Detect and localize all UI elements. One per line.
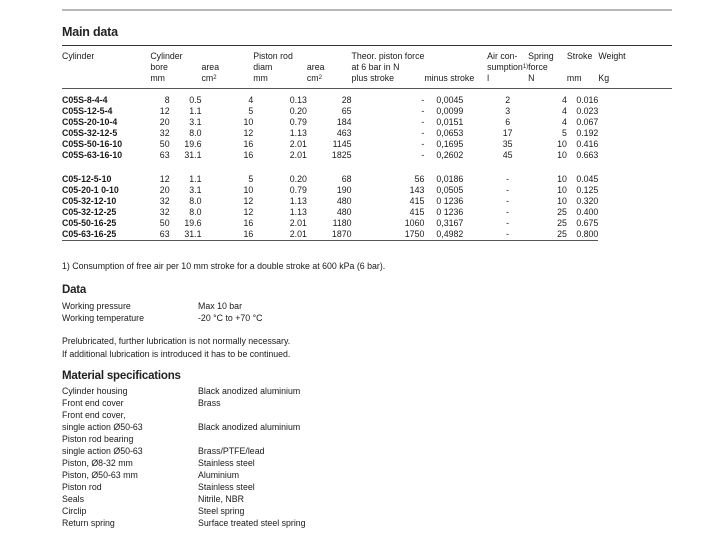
table-cell: 20	[159, 117, 170, 127]
table-cell: -	[506, 185, 510, 195]
table-cell: 0,4982	[424, 229, 487, 241]
table-row	[62, 207, 672, 218]
table-cell: 20	[159, 185, 170, 195]
table-cell: 63	[150, 229, 169, 241]
materials-title: Material specifications	[62, 370, 181, 382]
table-body	[62, 51, 672, 241]
table-cell: -	[506, 174, 510, 184]
header-rule	[62, 45, 672, 46]
table-cell: 480	[336, 207, 352, 217]
table-cell: 2.01	[289, 150, 307, 160]
table-cell: 0,0045	[436, 95, 464, 105]
table-cell: 0.045	[576, 174, 599, 184]
header-cell: mm	[567, 73, 598, 89]
table-cell: 10	[557, 139, 567, 149]
table-cell: 0.416	[576, 139, 599, 149]
material-value: Stainless steel	[198, 482, 255, 492]
material-part: Front end cover	[62, 398, 124, 408]
table-cell: 10	[557, 196, 567, 206]
header-cell: Air con-	[487, 51, 518, 61]
header-cell: bore	[150, 62, 168, 72]
table-row	[62, 161, 672, 185]
table-cell: 190	[336, 185, 352, 195]
table-cell: 1060	[404, 218, 425, 228]
cylinder-code: C05S-63-16-10	[62, 150, 123, 160]
main-data-title: Main data	[62, 25, 118, 39]
material-value: Surface treated steel spring	[198, 518, 306, 528]
table-row	[62, 229, 672, 241]
header-cell: minus stroke	[424, 73, 487, 89]
header-cell: Cylinder	[150, 51, 183, 61]
table-cell: 415	[409, 207, 425, 217]
header-row	[62, 51, 672, 62]
header-cell: Spring	[528, 51, 554, 61]
table-cell: 10	[557, 174, 567, 184]
table-cell: 2	[505, 95, 511, 105]
table-cell: 12	[159, 106, 170, 116]
table-cell: 0.13	[289, 95, 307, 105]
table-row	[62, 89, 672, 107]
cylinder-code: C05-63-16-25	[62, 229, 150, 241]
table-cell: 2.01	[289, 139, 307, 149]
table-row	[62, 117, 672, 128]
header-cell	[307, 51, 352, 62]
table-cell: 0.016	[576, 95, 599, 105]
table-cell: 25	[528, 229, 567, 241]
cylinder-code: C05S-8-4-4	[62, 95, 108, 105]
table-row	[62, 185, 672, 196]
cylinder-code: C05S-20-10-4	[62, 117, 118, 127]
table-cell: 0,0186	[436, 174, 464, 184]
material-value: Brass	[198, 398, 221, 408]
table-cell: 0.20	[289, 106, 307, 116]
material-part: Piston rod	[62, 482, 102, 492]
header-cell	[424, 51, 487, 62]
table-row	[62, 150, 672, 161]
table-cell: 10	[243, 117, 254, 127]
table-cell: -	[506, 196, 510, 206]
table-row	[62, 196, 672, 207]
header-cell: sumption$^{1)}$	[487, 62, 529, 72]
header-row	[62, 73, 672, 89]
cylinder-code: C05-50-16-25	[62, 218, 117, 228]
material-part: Circlip	[62, 506, 87, 516]
table-cell: 12	[243, 128, 254, 138]
table-cell: 65	[341, 106, 352, 116]
spec-value: Max 10 bar	[198, 301, 243, 311]
table-cell: 25	[557, 218, 567, 228]
header-cell	[567, 62, 598, 73]
table-cell: 3.1	[189, 117, 202, 127]
table-cell: 0.20	[289, 174, 307, 184]
header-cell: mm	[150, 73, 201, 89]
table-cell: 0.5	[189, 95, 202, 105]
table-cell: 0 1236	[436, 196, 464, 206]
table-cell: 19.6	[184, 218, 202, 228]
cylinder-code: C05S-50-16-10	[62, 139, 123, 149]
superscript: 2	[213, 75, 217, 81]
table-cell: 1750	[352, 229, 425, 241]
table-cell: -	[506, 207, 510, 217]
header-row	[62, 62, 672, 73]
table-cell: -	[487, 229, 528, 241]
table-cell: 4	[248, 95, 254, 105]
table-cell: 184	[336, 117, 352, 127]
header-cell	[424, 62, 487, 73]
material-row	[62, 397, 306, 409]
cylinder-code: C05-32-12-10	[62, 196, 117, 206]
material-part: Piston rod bearing	[62, 434, 134, 444]
material-row	[62, 469, 306, 481]
header-cell: l	[487, 73, 528, 89]
table-cell: 0,3167	[436, 218, 464, 228]
header-cell: $cm^2$	[307, 73, 352, 89]
table-cell: 35	[502, 139, 513, 149]
table-cell: -	[506, 218, 510, 228]
table-row	[62, 106, 672, 117]
material-part: Cylinder housing	[62, 386, 128, 396]
header-cell	[62, 73, 150, 89]
table-cell: 16	[243, 150, 254, 160]
table-cell: 32	[159, 207, 170, 217]
cylinder-code: C05-20-1 0-10	[62, 185, 119, 195]
table-cell: 5	[562, 128, 567, 138]
header-cell: plus stroke	[352, 73, 425, 89]
material-part: Front end cover,	[62, 410, 126, 420]
table-cell: 0,0505	[436, 185, 464, 195]
table-cell: 0.800	[567, 229, 598, 241]
table-cell: 4	[562, 95, 567, 105]
table-cell: 68	[341, 174, 352, 184]
table-cell: 8.0	[189, 207, 202, 217]
spec-key: Working pressure	[62, 301, 131, 311]
table-cell: 1.1	[189, 174, 202, 184]
spec-key: Working temperature	[62, 313, 144, 323]
header-cell: Piston rod	[253, 51, 293, 61]
header-cell: Kg	[598, 73, 672, 89]
lubrication-note	[62, 335, 290, 360]
table-cell: 0.675	[576, 218, 599, 228]
table-cell: -	[421, 139, 425, 149]
table-cell: 8.0	[189, 128, 202, 138]
material-value: Steel spring	[198, 506, 245, 516]
header-cell: at 6 bar in N	[351, 62, 400, 72]
header-cell: area	[306, 62, 325, 72]
material-value: Brass/PTFE/lead	[198, 446, 265, 456]
table-row	[62, 139, 672, 150]
material-row	[62, 409, 306, 421]
table-cell: 10	[243, 185, 254, 195]
table-cell: 25	[557, 207, 567, 217]
material-row	[62, 385, 306, 397]
table-cell: 10	[557, 150, 567, 160]
table-row	[62, 218, 672, 229]
table-cell: 1825	[331, 150, 352, 160]
header-cell: area	[201, 62, 220, 72]
table-cell: 5	[248, 174, 254, 184]
table-cell: 32	[159, 128, 170, 138]
table-cell: 56	[414, 174, 425, 184]
material-part: Piston, Ø50-63 mm	[62, 470, 138, 480]
cylinder-code: C05S-32-12-5	[62, 128, 118, 138]
table-cell: 63	[159, 150, 170, 160]
table-cell: 0.79	[289, 185, 307, 195]
material-row	[62, 493, 306, 505]
material-part: single action Ø50-63	[62, 422, 143, 432]
table-cell: 17	[502, 128, 513, 138]
header-cell	[201, 51, 253, 62]
working-temperature-row	[62, 312, 263, 324]
table-cell: 32	[159, 196, 170, 206]
table-cell: 0.79	[289, 117, 307, 127]
table-cell: 0.192	[576, 128, 599, 138]
material-value: Nitrile, NBR	[198, 494, 244, 504]
table-cell: 28	[341, 95, 352, 105]
table-cell: 31.1	[184, 150, 202, 160]
table-cell: 143	[409, 185, 425, 195]
material-part: Piston, Ø8-32 mm	[62, 458, 133, 468]
table-cell: 4	[562, 106, 567, 116]
table-cell: 50	[159, 139, 170, 149]
table-cell: 0 1236	[436, 207, 464, 217]
table-cell: 45	[502, 150, 513, 160]
table-cell: 480	[336, 196, 352, 206]
header-cell: Weight	[598, 51, 626, 61]
table-cell: 0,0151	[436, 117, 464, 127]
table-cell: 0.067	[576, 117, 599, 127]
header-cell: $cm^2$	[201, 73, 253, 89]
table-cell: 415	[409, 196, 425, 206]
note-line: If additional lubrication is introduced it has to be continued.	[62, 348, 291, 359]
spec-value: -20 °C to +70 °C	[198, 313, 263, 323]
material-value: Black anodized aluminium	[198, 386, 301, 396]
table-cell: 31.1	[170, 229, 202, 241]
table-cell: 0,0653	[436, 128, 464, 138]
table-cell: 50	[159, 218, 170, 228]
table-cell: -	[421, 117, 425, 127]
table-cell: 12	[243, 196, 254, 206]
material-row	[62, 445, 306, 457]
data-section-title: Data	[62, 284, 87, 296]
table-cell: 1870	[307, 229, 352, 241]
table-cell: 0,0099	[436, 106, 464, 116]
material-row	[62, 421, 306, 433]
material-row	[62, 505, 306, 517]
table-cell: 1.1	[189, 106, 202, 116]
table-cell: 0.023	[576, 106, 599, 116]
note-line: Prelubricated, further lubrication is not normally necessary.	[62, 336, 291, 346]
table-cell: 1.13	[289, 207, 307, 217]
main-data-table	[62, 51, 672, 241]
material-value: Black anodized aluminium	[198, 422, 301, 432]
table-cell: 3	[505, 106, 511, 116]
table-cell: 1180	[332, 218, 352, 228]
table-cell: -	[421, 95, 425, 105]
header-cell: force	[528, 62, 548, 72]
working-pressure-row	[62, 300, 242, 312]
table-cell: 1.13	[289, 196, 307, 206]
table-cell: 0.400	[576, 207, 599, 217]
table-cell: 10	[557, 185, 567, 195]
table-cell: 4	[562, 117, 567, 127]
cylinder-code: C05-12-5-10	[62, 174, 112, 184]
header-cell: Theor. piston force	[351, 51, 425, 61]
table-cell: 6	[505, 117, 511, 127]
material-part: Seals	[62, 494, 85, 504]
material-row	[62, 433, 306, 445]
table-row	[62, 128, 672, 139]
table-cell: 3.1	[189, 185, 202, 195]
header-cell	[62, 62, 150, 73]
header-cell: Stroke	[566, 51, 593, 61]
cylinder-code: C05S-12-5-4	[62, 106, 113, 116]
material-value: Aluminium	[198, 470, 240, 480]
top-rule	[62, 9, 672, 11]
material-part: Return spring	[62, 518, 115, 528]
header-cell: N	[528, 73, 567, 89]
table-cell: 2.01	[253, 229, 307, 241]
material-row	[62, 457, 306, 469]
table-cell: 0.320	[576, 196, 599, 206]
header-cell: diam	[253, 62, 273, 72]
footnote-ref: 1)	[522, 64, 529, 70]
table-cell: 0,1695	[436, 139, 464, 149]
superscript: 2	[318, 75, 322, 81]
footnote: 1) Consumption of free air per 10 mm stroke for a double stroke at 600 kPa (6 bar).	[62, 261, 386, 271]
table-cell: 16	[243, 218, 254, 228]
material-value: Stainless steel	[198, 458, 255, 468]
table-cell: 0,2602	[436, 150, 464, 160]
table-cell: 5	[248, 106, 254, 116]
table-cell: 1145	[332, 139, 352, 149]
table-cell: 12	[243, 207, 254, 217]
table-cell: 8	[164, 95, 170, 105]
header-cell: Cylinder	[62, 51, 95, 61]
header-cell	[598, 62, 672, 73]
header-cell: mm	[253, 73, 307, 89]
table-cell: -	[421, 106, 425, 116]
table-cell: 0.663	[576, 150, 599, 160]
table-cell: 1.13	[289, 128, 307, 138]
table-cell: 463	[336, 128, 352, 138]
table-cell: 8.0	[189, 196, 202, 206]
table-cell: 0.125	[576, 185, 599, 195]
material-row	[62, 517, 306, 529]
table-cell: 12	[159, 174, 170, 184]
table-cell: 19.6	[184, 139, 202, 149]
material-part: single action Ø50-63	[62, 446, 143, 456]
material-row	[62, 481, 306, 493]
materials-list	[62, 385, 306, 529]
table-cell: 16	[243, 139, 254, 149]
table-cell: 2.01	[289, 218, 307, 228]
table-cell: -	[421, 128, 425, 138]
cylinder-code: C05-32-12-25	[62, 207, 117, 217]
table-cell: -	[421, 150, 425, 160]
table-cell: 16	[201, 229, 253, 241]
